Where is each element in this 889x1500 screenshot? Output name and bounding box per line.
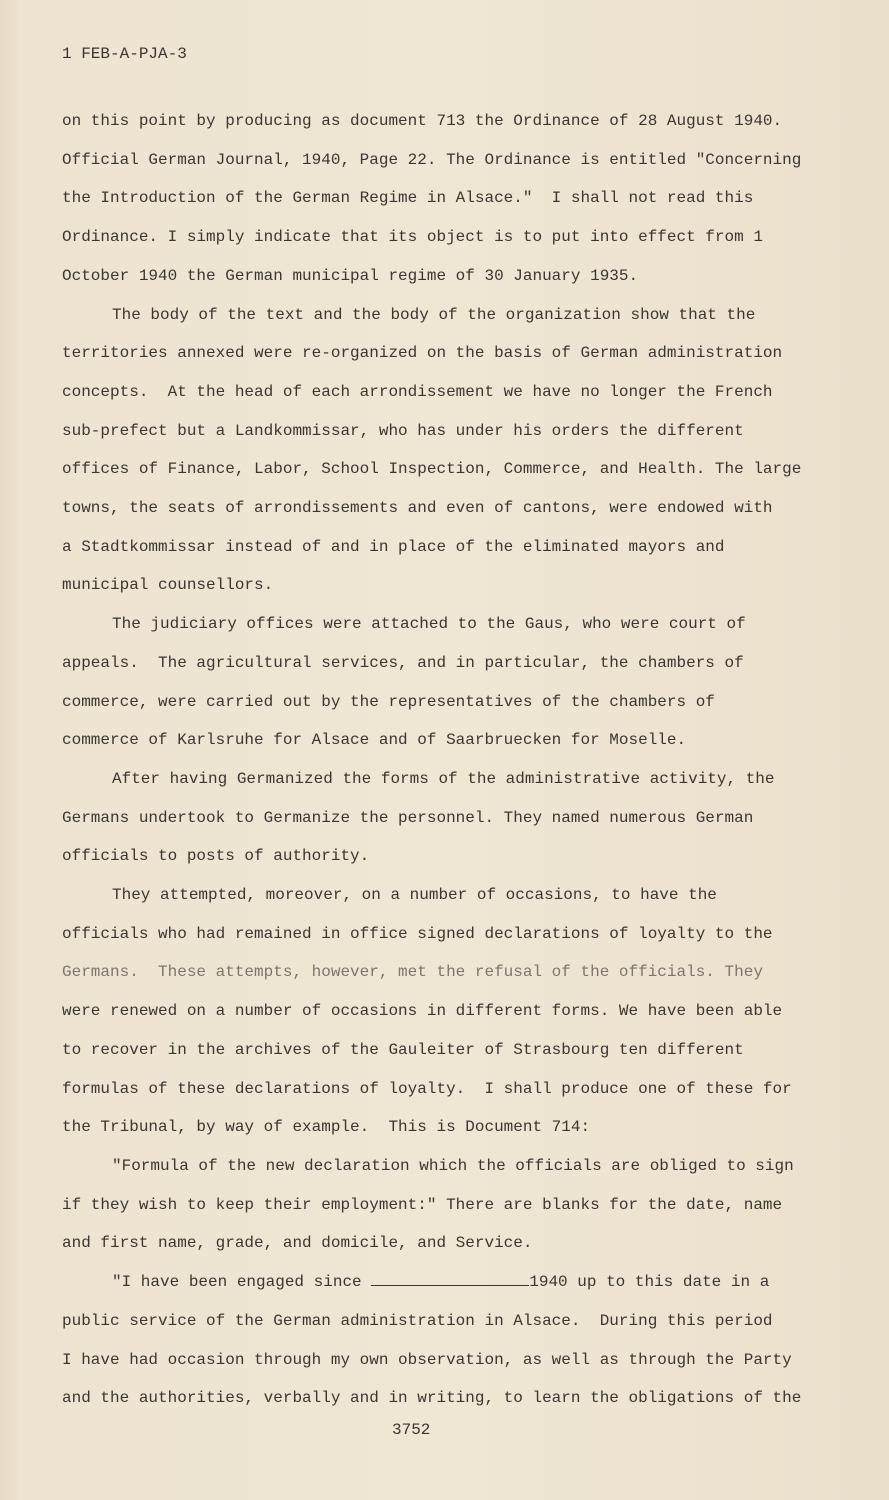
text-line: the Tribunal, by way of example. This is Document 714:	[62, 1118, 591, 1137]
text-line: and the authorities, verbally and in writing, to learn the obligations of the	[62, 1389, 802, 1408]
text-line: offices of Finance, Labor, School Inspection, Commerce, and Health. The large	[62, 460, 802, 479]
text-line: and first name, grade, and domicile, and Service.	[62, 1234, 533, 1253]
text-line: commerce, were carried out by the representatives of the chambers of	[62, 692, 715, 711]
document-body	[62, 102, 842, 1418]
text-line: The judiciary offices were attached to the Gaus, who were court of	[112, 615, 746, 634]
text-line: were renewed on a number of occasions in different forms. We have been able	[62, 1002, 783, 1021]
text-line: to recover in the archives of the Gauleiter of Strasbourg ten different	[62, 1040, 744, 1059]
text-line: I have had occasion through my own observation, as well as through the Party	[62, 1350, 792, 1369]
text-line: commerce of Karlsruhe for Alsace and of Saarbruecken for Moselle.	[62, 731, 687, 750]
text-line: if they wish to keep their employment:" There are blanks for the date, name	[62, 1195, 783, 1214]
text-line: sub-prefect but a Landkommissar, who has under his orders the different	[62, 421, 744, 440]
text-line: Germans. These attempts, however, met the refusal of the officials. They	[62, 963, 763, 982]
text-line: the Introduction of the German Regime in Alsace." I shall not read this	[62, 189, 754, 208]
text-line: towns, the seats of arrondissements and even of cantons, were endowed with	[62, 499, 773, 518]
text-line: "Formula of the new declaration which the officials are obliged to sign	[112, 1156, 794, 1175]
text-line: officials to posts of authority.	[62, 847, 370, 866]
text-line: The body of the text and the body of the organization show that the	[112, 305, 756, 324]
text-line: public service of the German administration in Alsace. During this period	[62, 1311, 773, 1330]
text-line: officials who had remained in office signed declarations of loyalty to the	[62, 924, 773, 943]
text-line: appeals. The agricultural services, and in particular, the chambers of	[62, 653, 744, 672]
fill-in-blank	[371, 1271, 529, 1286]
text-line: October 1940 the German municipal regime of 30 January 1935.	[62, 266, 639, 285]
text-line: territories annexed were re-organized on the basis of German administration	[62, 344, 783, 363]
text-line: They attempted, moreover, on a number of occasions, to have the	[112, 886, 717, 905]
document-header: 1 FEB-A-PJA-3	[62, 45, 187, 63]
text-line: concepts. At the head of each arrondissement we have no longer the French	[62, 382, 773, 401]
page-number: 3752	[392, 1421, 431, 1439]
text-segment: "I have been engaged since	[112, 1273, 372, 1292]
text-line: Official German Journal, 1940, Page 22. The Ordinance is entitled "Concerning	[62, 150, 802, 169]
text-line: municipal counsellors.	[62, 576, 274, 595]
text-line: Germans undertook to Germanize the personnel. They named numerous German	[62, 808, 754, 827]
text-line: on this point by producing as document 713 the Ordinance of 28 August 1940.	[62, 112, 783, 130]
text-line: After having Germanized the forms of the administrative activity, the	[112, 769, 775, 788]
text-line: a Stadtkommissar instead of and in place of the eliminated mayors and	[62, 537, 725, 556]
text-segment: 1940 up to this date in a	[529, 1273, 770, 1292]
text-line-with-blank	[62, 1263, 842, 1302]
text-line: Ordinance. I simply indicate that its object is to put into effect from 1	[62, 228, 763, 247]
text-line: formulas of these declarations of loyalty. I shall produce one of these for	[62, 1079, 792, 1098]
